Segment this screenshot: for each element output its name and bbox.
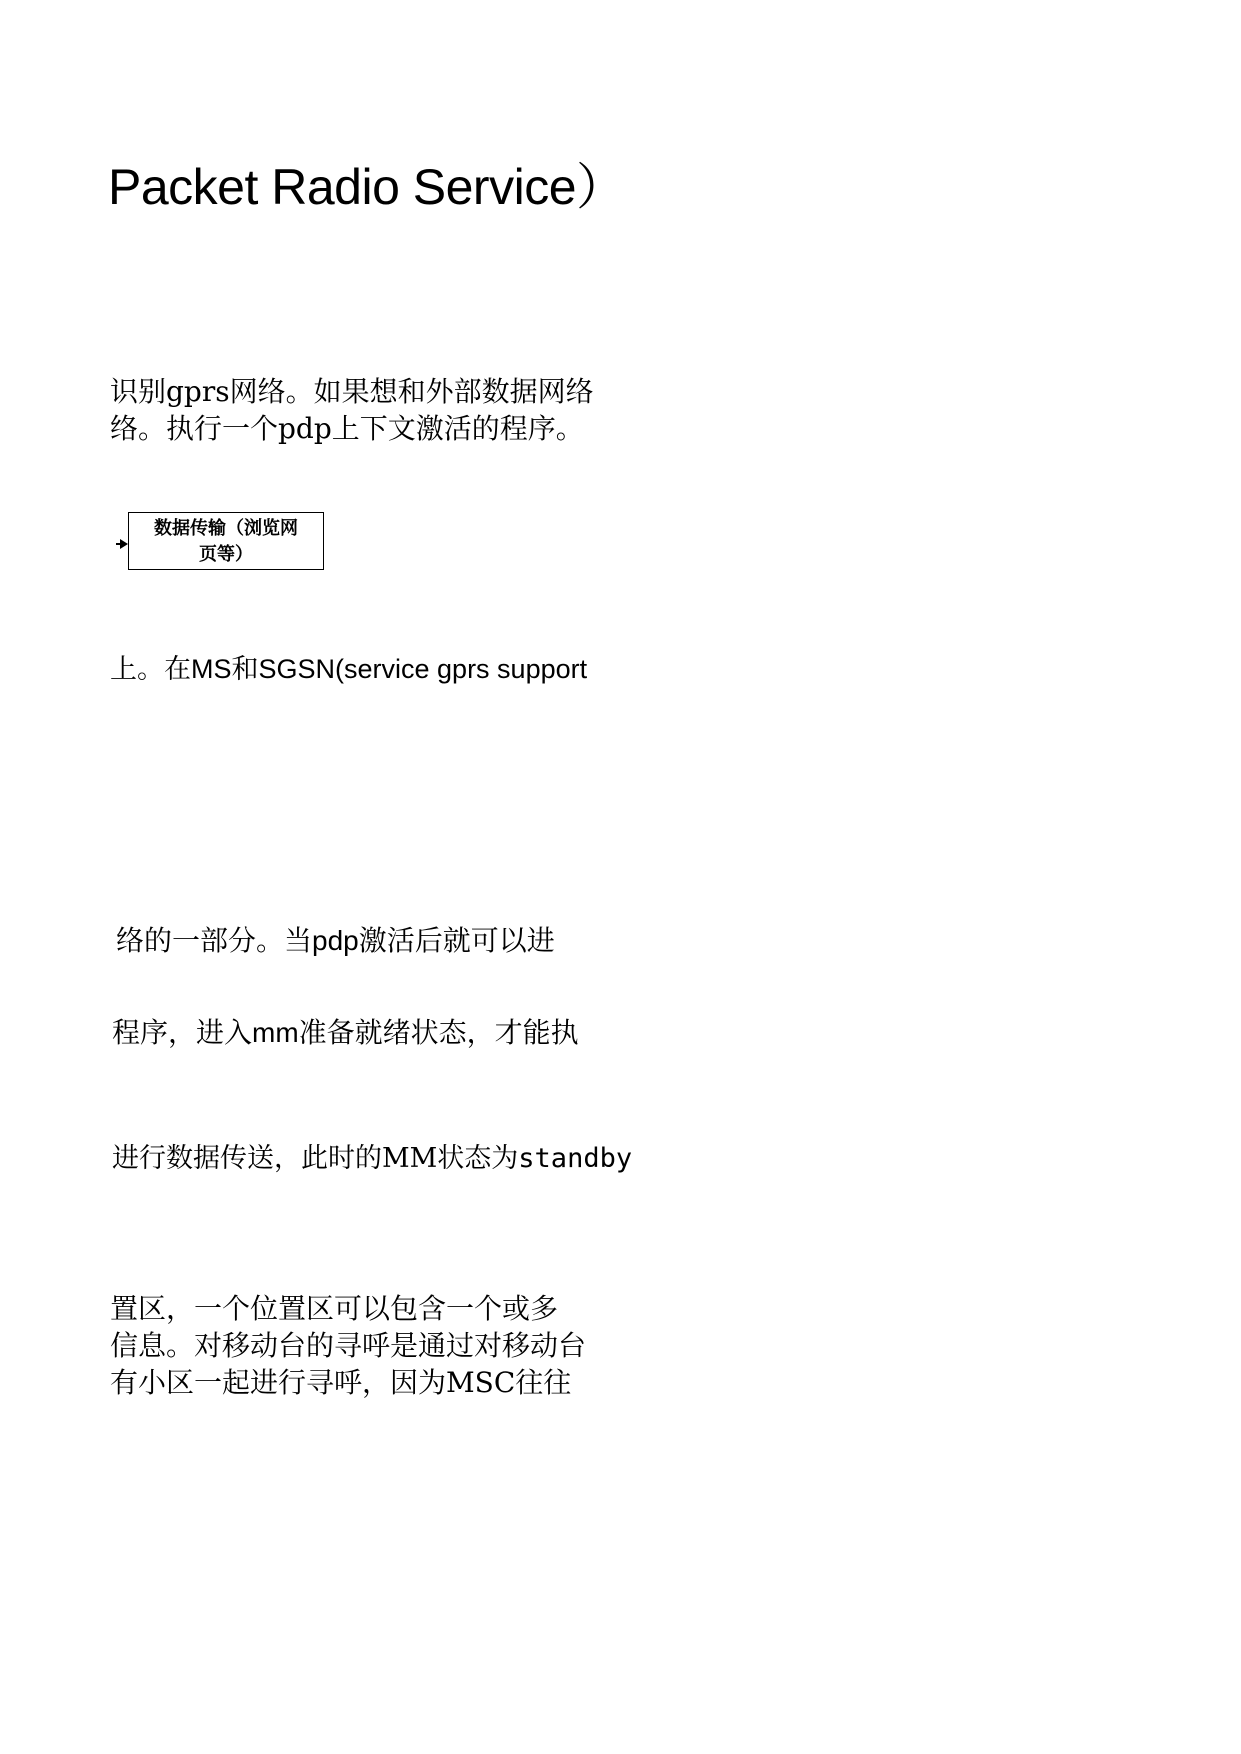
paragraph-line: 有小区一起进行寻呼，因为MSC往往	[110, 1366, 572, 1399]
mm-state-value: standby	[518, 1143, 633, 1174]
flowchart-box-label: 数据传输（浏览网	[154, 518, 298, 539]
paragraph-line: 上。在MS和SGSN(service gprs support	[110, 654, 588, 684]
paragraph-line: 络的一部分。当pdp激活后就可以进	[116, 925, 555, 956]
paragraph-line: 信息。对移动台的寻呼是通过对移动台	[110, 1329, 587, 1362]
paragraph-line	[112, 1145, 632, 1172]
flowchart-box-label: 页等）	[199, 544, 253, 565]
paragraph-line: 识别gprs网络。如果想和外部数据网络	[110, 375, 594, 408]
paragraph-line: 程序，进入mm准备就绪状态，才能执	[112, 1017, 579, 1048]
paragraph-text: 进行数据传送，此时的MM状态为	[112, 1143, 519, 1174]
flowchart-box-data-transfer	[128, 512, 324, 570]
page-title: Packet Radio Service）	[108, 159, 626, 215]
paragraph-line: 络。执行一个pdp上下文激活的程序。	[110, 412, 584, 445]
paragraph-line: 置区，一个位置区可以包含一个或多	[110, 1292, 559, 1325]
flow-arrow-icon	[116, 538, 128, 550]
